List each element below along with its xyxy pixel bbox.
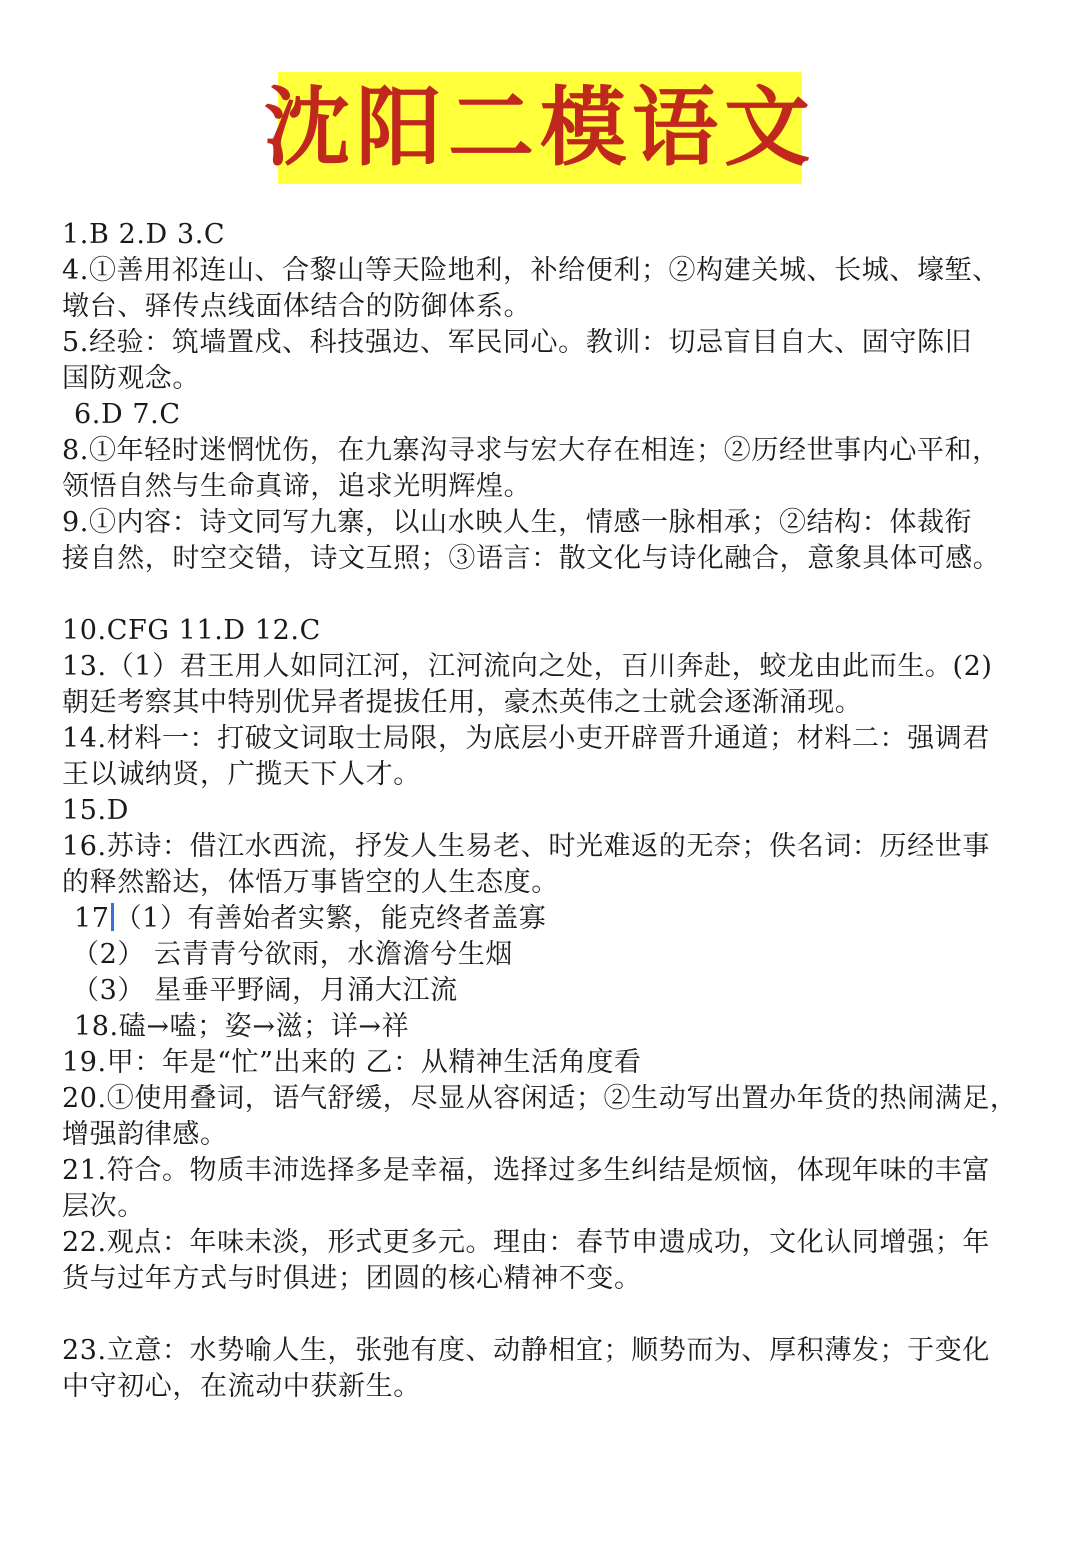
answer-line: 中守初心，在流动中获新生。 bbox=[62, 1371, 421, 1402]
answer-line: 16.苏诗：借江水西流，抒发人生易老、时光难返的无奈；佚名词：历经世事 bbox=[62, 831, 990, 862]
answer-line: 层次。 bbox=[62, 1191, 145, 1222]
spacer bbox=[62, 577, 1024, 613]
answer-line: 6.D 7.C bbox=[74, 399, 181, 430]
text-cursor bbox=[111, 903, 114, 931]
answer-line: 增强韵律感。 bbox=[62, 1119, 228, 1150]
spacer bbox=[62, 1297, 1024, 1333]
answer-line: 货与过年方式与时俱进；团圆的核心精神不变。 bbox=[62, 1263, 642, 1294]
answer-line-17 bbox=[62, 901, 1024, 937]
answer-line: 接自然，时空交错，诗文互照；③语言：散文化与诗化融合，意象具体可感。 bbox=[62, 543, 1001, 574]
answer-line: 10.CFG 11.D 12.C bbox=[62, 615, 321, 646]
answer-line: 13.（1）君王用人如同江河，江河流向之处，百川奔赴，蛟龙由此而生。(2) bbox=[62, 651, 993, 682]
title-banner bbox=[264, 72, 816, 184]
answer-line: 14.材料一：打破文词取士局限，为底层小吏开辟晋升通道；材料二：强调君 bbox=[62, 723, 990, 754]
answer-line: （3） 星垂平野阔，月涌大江流 bbox=[72, 975, 458, 1006]
answer-line: 领悟自然与生命真谛，追求光明辉煌。 bbox=[62, 471, 532, 502]
answer-line: 20.①使用叠词，语气舒缓，尽显从容闲适；②生动写出置办年货的热闹满足， bbox=[62, 1083, 1018, 1114]
answer-line: 8.①年轻时迷惘忧伤，在九寨沟寻求与宏大存在相连；②历经世事内心平和， bbox=[62, 435, 1000, 466]
answer-line: 墩台、驿传点线面体结合的防御体系。 bbox=[62, 291, 532, 322]
answer-line: 21.符合。物质丰沛选择多是幸福，选择过多生纠结是烦恼，体现年味的丰富 bbox=[62, 1155, 990, 1186]
answer-line: 9.①内容：诗文同写九寨，以山水映人生，情感一脉相承；②结构：体裁衔 bbox=[62, 507, 973, 538]
answer-list bbox=[62, 217, 1024, 1405]
answer-line: 15.D bbox=[62, 795, 129, 826]
answer-line: 的释然豁达，体悟万事皆空的人生态度。 bbox=[62, 867, 559, 898]
answer-text: （1）有善始者实繁，能克终者盖寡 bbox=[114, 903, 547, 934]
answer-line: 23.立意：水势喻人生，张弛有度、动静相宜；顺势而为、厚积薄发；于变化 bbox=[62, 1335, 990, 1366]
answer-line: 1.B 2.D 3.C bbox=[62, 219, 226, 250]
answer-line: 王以诚纳贤，广揽天下人才。 bbox=[62, 759, 421, 790]
page-title: 沈阳二模语文 bbox=[264, 78, 816, 178]
answer-line: 18.磕→嗑；姿→滋；详→祥 bbox=[74, 1011, 410, 1042]
question-number: 17 bbox=[74, 903, 110, 934]
answer-line: 国防观念。 bbox=[62, 363, 200, 394]
answer-line: （2） 云青青兮欲雨，水澹澹兮生烟 bbox=[72, 939, 513, 970]
answer-line: 19.甲：年是“忙”出来的 乙：从精神生活角度看 bbox=[62, 1047, 642, 1078]
answer-line: 5.经验：筑墙置戍、科技强边、军民同心。教训：切忌盲目自大、固守陈旧 bbox=[62, 327, 973, 358]
answer-line: 4.①善用祁连山、合黎山等天险地利，补给便利；②构建关城、长城、壕堑、 bbox=[62, 255, 1000, 286]
answer-line: 22.观点：年味未淡，形式更多元。理由：春节申遗成功，文化认同增强；年 bbox=[62, 1227, 990, 1258]
answer-line: 朝廷考察其中特别优异者提拔任用，豪杰英伟之士就会逐渐涌现。 bbox=[62, 687, 863, 718]
